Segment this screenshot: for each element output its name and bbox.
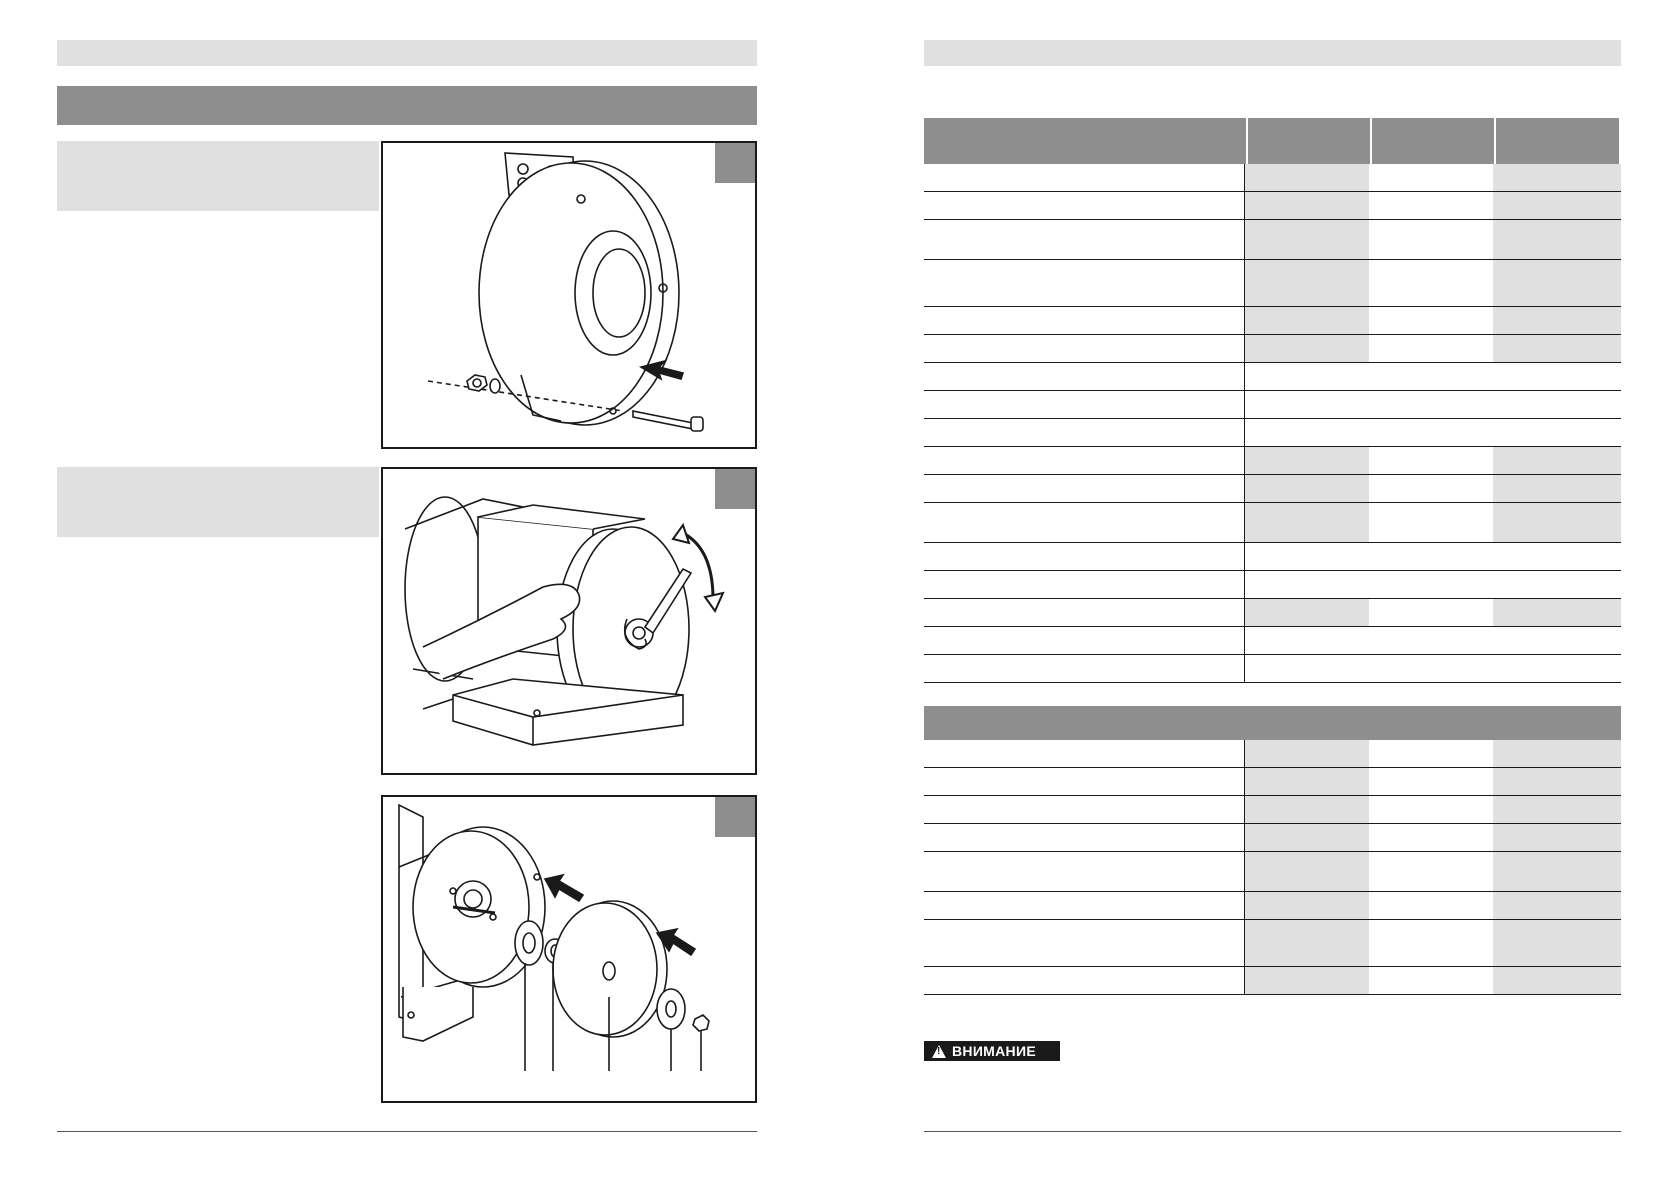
row-value-cell — [1245, 335, 1369, 362]
row-value-cell — [1369, 475, 1493, 502]
right-footer-rule — [924, 1131, 1621, 1132]
row-value-cell — [1369, 740, 1493, 767]
row-value-cell — [1493, 220, 1621, 259]
row-label-cell — [924, 164, 1245, 191]
row-value-cell — [1245, 768, 1369, 795]
spec-table — [924, 118, 1621, 683]
row-label-cell — [924, 824, 1245, 851]
table-row — [924, 571, 1621, 599]
row-value-cell — [1493, 796, 1621, 823]
row-value-cell — [1245, 967, 1369, 994]
row-value-cell — [1369, 260, 1493, 306]
row-label-cell — [924, 920, 1245, 966]
table-row — [924, 920, 1621, 967]
table-row — [924, 740, 1621, 768]
row-label-cell — [924, 740, 1245, 767]
row-value-cell — [1369, 307, 1493, 334]
step-box-2 — [57, 467, 379, 537]
table-row — [924, 599, 1621, 627]
row-label-cell — [924, 796, 1245, 823]
table-row — [924, 796, 1621, 824]
spec-table-header — [924, 118, 1621, 164]
row-label-cell — [924, 768, 1245, 795]
row-value-cell — [1493, 307, 1621, 334]
table-row — [924, 335, 1621, 363]
table-row — [924, 627, 1621, 655]
row-span-cell — [1245, 571, 1621, 598]
row-value-cell — [1369, 796, 1493, 823]
row-label-cell — [924, 220, 1245, 259]
row-value-cell — [1369, 447, 1493, 474]
row-value-cell — [1369, 599, 1493, 626]
accessories-table-body — [924, 740, 1621, 995]
row-label-cell — [924, 447, 1245, 474]
row-label-cell — [924, 363, 1245, 390]
table-row — [924, 164, 1621, 192]
row-value-cell — [1493, 768, 1621, 795]
row-value-cell — [1369, 503, 1493, 542]
row-label-cell — [924, 335, 1245, 362]
row-label-cell — [924, 627, 1245, 654]
row-value-cell — [1245, 892, 1369, 919]
row-value-cell — [1493, 164, 1621, 191]
row-value-cell — [1369, 920, 1493, 966]
row-value-cell — [1245, 447, 1369, 474]
row-value-cell — [1245, 164, 1369, 191]
left-footer-rule — [57, 1131, 757, 1132]
row-value-cell — [1369, 164, 1493, 191]
row-label-cell — [924, 852, 1245, 891]
table-row — [924, 852, 1621, 892]
row-value-cell — [1493, 475, 1621, 502]
figure-3-wheel-exploded — [381, 795, 757, 1103]
row-value-cell — [1493, 920, 1621, 966]
row-value-cell — [1369, 335, 1493, 362]
row-value-cell — [1493, 335, 1621, 362]
row-value-cell — [1245, 920, 1369, 966]
table-row — [924, 260, 1621, 307]
row-value-cell — [1493, 192, 1621, 219]
row-value-cell — [1369, 967, 1493, 994]
row-value-cell — [1493, 892, 1621, 919]
row-value-cell — [1245, 852, 1369, 891]
row-value-cell — [1493, 503, 1621, 542]
row-label-cell — [924, 967, 1245, 994]
row-value-cell — [1369, 768, 1493, 795]
table-row — [924, 892, 1621, 920]
right-header-bar — [924, 40, 1621, 66]
row-value-cell — [1493, 852, 1621, 891]
table-row — [924, 768, 1621, 796]
row-value-cell — [1369, 892, 1493, 919]
spec-table-body — [924, 164, 1621, 683]
row-value-cell — [1493, 599, 1621, 626]
row-label-cell — [924, 571, 1245, 598]
warning-label: ВНИМАНИЕ — [952, 1043, 1036, 1059]
row-value-cell — [1245, 220, 1369, 259]
row-value-cell — [1245, 796, 1369, 823]
row-label-cell — [924, 391, 1245, 418]
table-row — [924, 543, 1621, 571]
table-row — [924, 363, 1621, 391]
row-value-cell — [1493, 447, 1621, 474]
table-row — [924, 503, 1621, 543]
table-row — [924, 220, 1621, 260]
accessories-section-bar — [924, 706, 1621, 740]
row-label-cell — [924, 475, 1245, 502]
row-label-cell — [924, 599, 1245, 626]
row-value-cell — [1369, 220, 1493, 259]
row-label-cell — [924, 543, 1245, 570]
table-row — [924, 824, 1621, 852]
step-box-1 — [57, 141, 379, 211]
row-value-cell — [1493, 824, 1621, 851]
row-label-cell — [924, 503, 1245, 542]
left-header-bar — [57, 40, 757, 66]
table-row — [924, 419, 1621, 447]
spec-header-label-cell — [924, 118, 1246, 164]
row-value-cell — [1493, 740, 1621, 767]
spec-header-col-2 — [1372, 118, 1494, 164]
row-value-cell — [1245, 307, 1369, 334]
row-value-cell — [1369, 852, 1493, 891]
row-span-cell — [1245, 627, 1621, 654]
row-span-cell — [1245, 419, 1621, 446]
row-span-cell — [1245, 655, 1621, 682]
table-row — [924, 307, 1621, 335]
row-value-cell — [1245, 503, 1369, 542]
row-value-cell — [1245, 260, 1369, 306]
table-row — [924, 447, 1621, 475]
row-value-cell — [1245, 192, 1369, 219]
table-row — [924, 391, 1621, 419]
row-value-cell — [1493, 967, 1621, 994]
row-value-cell — [1245, 475, 1369, 502]
grinder-wheel-wrench-illustration — [383, 469, 755, 773]
row-value-cell — [1245, 599, 1369, 626]
figure-1-guard-bolt — [381, 141, 757, 449]
row-span-cell — [1245, 543, 1621, 570]
warning-badge — [924, 1041, 1060, 1061]
row-label-cell — [924, 419, 1245, 446]
left-section-bar — [57, 86, 757, 125]
table-row — [924, 192, 1621, 220]
row-value-cell — [1369, 192, 1493, 219]
figure-2-wheel-wrench — [381, 467, 757, 775]
table-row — [924, 655, 1621, 683]
grinder-wheel-exploded-illustration — [383, 797, 755, 1101]
warning-triangle-icon — [932, 1045, 946, 1058]
table-row — [924, 967, 1621, 995]
row-span-cell — [1245, 363, 1621, 390]
row-value-cell — [1369, 824, 1493, 851]
table-row — [924, 475, 1621, 503]
row-value-cell — [1245, 824, 1369, 851]
row-label-cell — [924, 655, 1245, 682]
row-value-cell — [1493, 260, 1621, 306]
row-value-cell — [1245, 740, 1369, 767]
row-span-cell — [1245, 391, 1621, 418]
row-label-cell — [924, 892, 1245, 919]
spec-header-col-3 — [1496, 118, 1619, 164]
spec-header-col-1 — [1248, 118, 1370, 164]
grinder-guard-bolt-illustration — [383, 143, 755, 447]
row-label-cell — [924, 192, 1245, 219]
row-label-cell — [924, 260, 1245, 306]
row-label-cell — [924, 307, 1245, 334]
accessories-table — [924, 740, 1621, 995]
